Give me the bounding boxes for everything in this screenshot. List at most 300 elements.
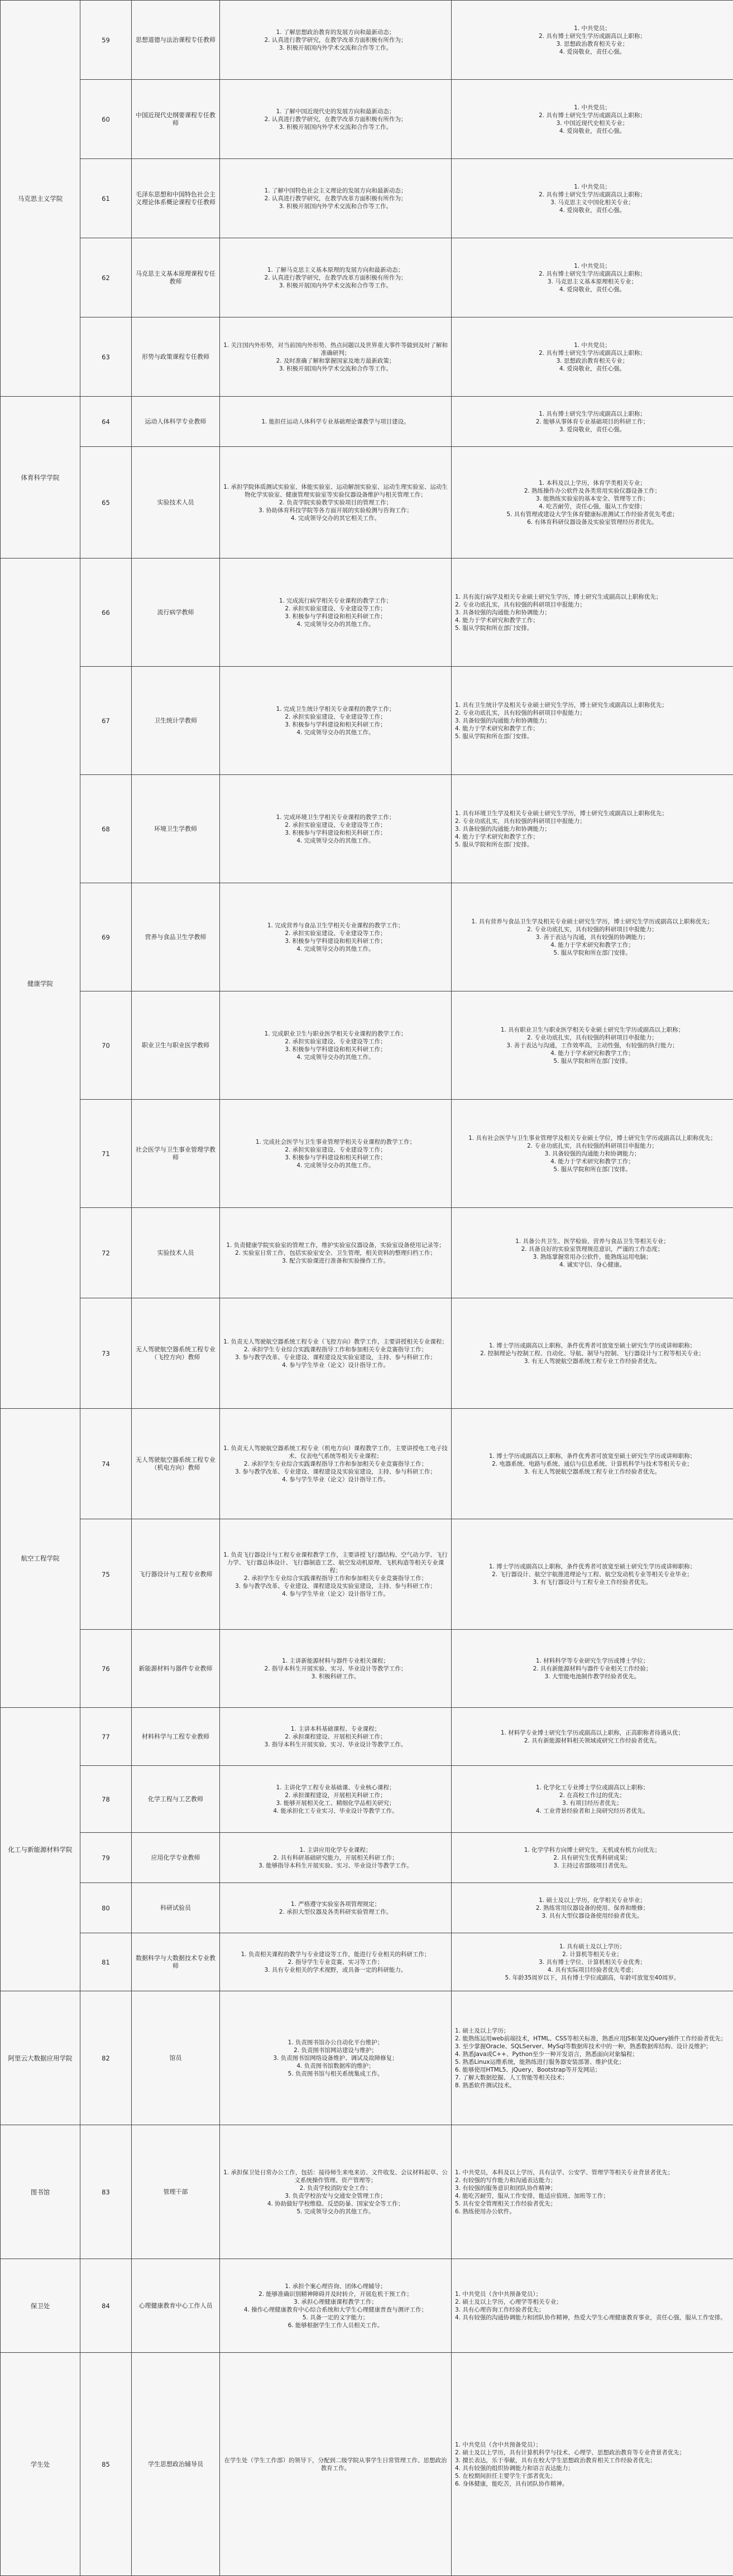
duties-cell <box>220 447 452 558</box>
position-title: 营养与食品卫生学教师 <box>132 883 220 991</box>
position-title: 思想道德与法治课程专任教师 <box>132 1 220 80</box>
duty-line: 1. 能担任运动人体科学专业基础理论课教学与项目建设。 <box>223 418 448 426</box>
requirement-line: 1. 中共党员，本科及以上学历，具有法学、公安学、管理学等相关专业背景者优先； <box>455 2169 730 2177</box>
duty-line: 1. 完成营养与食品卫生学相关专业课程的教学工作； <box>223 922 448 930</box>
requirement-line: 7. 了解大数据挖掘、人工智能等相关技术； <box>455 2074 730 2082</box>
duty-line: 2. 认真进行教学研究，在教学改革方面积极有所作为； <box>223 274 448 282</box>
position-title: 职业卫生与职业医学教师 <box>132 991 220 1100</box>
requirement-line: 2. 具有研究生优秀科研成果； <box>455 1854 730 1862</box>
requirement-line: 3. 思想政治教育相关专业； <box>455 40 730 48</box>
duty-line: 4. 协助做好学校维稳、反恐防暴、国家安全等工作； <box>223 2200 448 2208</box>
requirement-line: 1. 博士学历或副高以上职称，条件优秀者可放宽至硕士研究生学历或讲师职称； <box>455 1342 730 1350</box>
requirement-line: 2. 计算机等相关专业； <box>455 1951 730 1958</box>
requirement-line: 2. 硕士及以上学历，具有计算机科学与技术、心理学、思想政治教育等专业背景者优先； <box>455 2449 730 2457</box>
position-number: 81 <box>80 1933 132 1991</box>
position-title: 新能源材料与器件专业教师 <box>132 1630 220 1708</box>
requirement-line: 5. 服从学院和所在部门安排。 <box>455 841 730 849</box>
requirement-line: 1. 中共党员； <box>455 262 730 270</box>
duty-line: 4. 完成领导交办的其他工作。 <box>223 729 448 736</box>
requirement-line: 3. 有飞行器设计与工程专业工作经验者优先。 <box>455 1578 730 1586</box>
requirement-line: 6. 身体健康，能吃苦，具有团队协作精神。 <box>455 2480 730 2488</box>
duty-line: 3. 积极参与学科建设和相关科研工作； <box>223 829 448 837</box>
duty-line: 3. 参与教学改革、专业建设、课程建设及实验室建设，主持、参与科研工作； <box>223 1582 448 1590</box>
requirement-line: 3. 爱岗敬业，责任心强。 <box>455 426 730 434</box>
table-row <box>1 1298 733 1409</box>
requirement-line: 5. 服从学院和所在部门安排。 <box>455 624 730 632</box>
requirement-line: 3. 有无人驾驶航空器系统工程专业工作经验者优先。 <box>455 1468 730 1476</box>
duty-line: 1. 负责无人驾驶航空器系统工程专业（飞控方向）教学工作，主要讲授相关专业课程； <box>223 1338 448 1346</box>
requirement-line: 1. 材料科学等专业研究生学历或博士学位； <box>455 1657 730 1665</box>
requirement-line: 2. 具有新能源材料与器件专业相关工作经验； <box>455 1665 730 1673</box>
duty-line: 3. 配合实验课进行准备和实验操作工作。 <box>223 1257 448 1265</box>
duty-line: 1. 承担个案心理咨询、团体心理辅导； <box>223 2283 448 2290</box>
position-number: 71 <box>80 1100 132 1208</box>
duty-line: 2. 能够准确识别精神障碍并及时转介，开展危机干预工作； <box>223 2290 448 2298</box>
position-title: 运动人体科学专业教师 <box>132 397 220 447</box>
table-row <box>1 1991 733 2125</box>
position-number: 69 <box>80 883 132 991</box>
duties-cell <box>220 397 452 447</box>
requirement-line: 4. 能力于学术研究和教学工作； <box>455 941 730 949</box>
requirements-cell <box>452 317 733 397</box>
requirements-cell <box>452 1409 733 1519</box>
duty-line: 3. 积极参与学科建设和相关科研工作； <box>223 1046 448 1053</box>
duty-line: 1. 负责无人驾驶航空器系统工程专业（机电方向）课程教学工作，主要讲授电工电子技术、仪表电气系统等相关专业课程； <box>223 1445 448 1460</box>
department-cell: 保卫处 <box>1 2259 80 2353</box>
position-title: 社会医学与卫生事业管理学教师 <box>132 1100 220 1208</box>
duty-line: 1. 负责健康学院实验室的管理工作，维护实验室仪器设备，实验室设备使用记录等； <box>223 1241 448 1249</box>
department-cell: 学生处 <box>1 2353 80 2576</box>
duty-line: 在学生处（学生工作部）的领导下，分配到二级学院从事学生日常管理工作、思想政治教育工作。 <box>223 2457 448 2472</box>
duty-line: 3. 积极开展国内外学术交流和合作等工作。 <box>223 44 448 52</box>
requirement-line: 4. 能吃苦耐劳，服从工作安排，能适应值班、加班等工作； <box>455 2192 730 2200</box>
requirement-line: 4. 能力于学术研究和教学工作； <box>455 617 730 624</box>
table-row <box>1 883 733 991</box>
requirement-line: 1. 具有流行病学及相关专业硕士研究生学历，博士研究生或副高以上职称优先； <box>455 593 730 601</box>
duty-line: 2. 承担课程建设，开展相关科研工作； <box>223 1792 448 1799</box>
requirement-line: 3. 具备较强的沟通能力和协调能力； <box>455 609 730 617</box>
requirement-line: 4. 爱岗敬业，责任心强。 <box>455 127 730 135</box>
requirement-line: 2. 专业功底扎实，具有较强的科研项目申报能力； <box>455 817 730 825</box>
requirement-line: 5. 具有管理或建设大学生体育健康标准测试工作经验者优先考虑； <box>455 511 730 518</box>
requirement-line: 6. 熟练使用办公软件。 <box>455 2208 730 2216</box>
requirement-line: 3. 有项目经历者优先； <box>455 1799 730 1807</box>
table-row <box>1 1208 733 1298</box>
table-row <box>1 1833 733 1883</box>
department-cell: 健康学院 <box>1 558 80 1409</box>
position-number: 62 <box>80 238 132 317</box>
requirements-cell <box>452 1630 733 1708</box>
requirements-cell <box>452 991 733 1100</box>
requirement-line: 3. 有无人驾驶航空器系统工程专业工作经验者优先。 <box>455 1357 730 1365</box>
duty-line: 3. 参与教学改革、专业建设、课程建设及实验室建设，主持、参与科研工作； <box>223 1468 448 1476</box>
duty-line: 3. 积极开展国内外学术交流和合作等工作。 <box>223 123 448 131</box>
duty-line: 6. 能够根据学生工作人员相关工作。 <box>223 2322 448 2329</box>
requirement-line: 2. 具有博士研究生学历或副高以上职称； <box>455 191 730 199</box>
requirement-line: 2. 熟练操作办公软件及各类常用实验仪器设备工作； <box>455 487 730 495</box>
requirements-cell <box>452 1519 733 1630</box>
duties-cell <box>220 1409 452 1519</box>
position-title: 卫生统计学教师 <box>132 667 220 775</box>
duty-line: 2. 承担学生专业综合实践课程指导工作和参加相关专业竞赛指导工作； <box>223 1346 448 1354</box>
requirement-line: 2. 具有博士研究生学历或副高以上职称； <box>455 349 730 357</box>
position-number: 64 <box>80 397 132 447</box>
duties-cell <box>220 1298 452 1409</box>
requirements-cell <box>452 667 733 775</box>
duty-line: 1. 了解思想政治教育的发展方向和最新动态； <box>223 28 448 36</box>
requirement-line: 4. 爱岗敬业，责任心强。 <box>455 286 730 293</box>
duty-line: 5. 负责图书馆与相关系统集成工作。 <box>223 2070 448 2078</box>
requirement-line: 5. 具有安全管理相关工作经验者优先； <box>455 2200 730 2208</box>
requirements-cell <box>452 1766 733 1833</box>
duties-cell <box>220 80 452 159</box>
requirement-line: 1. 中共党员（含中共预备党员）； <box>455 2441 730 2449</box>
duty-line: 1. 主讲化学工程专业基础课、专业核心课程； <box>223 1784 448 1792</box>
duty-line: 2. 承担课程建设、开展相关科研工作； <box>223 1733 448 1741</box>
duty-line: 2. 承担实验室建设、专业建设等工作； <box>223 930 448 937</box>
duty-line: 3. 积极参与学科建设和相关科研工作； <box>223 613 448 620</box>
position-number: 61 <box>80 159 132 238</box>
duties-cell <box>220 1833 452 1883</box>
requirement-line: 1. 具备公共卫生、医学检验、营养与食品卫生等相关专业； <box>455 1238 730 1245</box>
requirement-line: 3. 马克思主义基本原理相关专业； <box>455 278 730 286</box>
duty-line: 1. 完成职业卫生与职业医学相关专业课程的教学工作； <box>223 1030 448 1038</box>
requirement-line: 2. 专业功底扎实，具有较强的科研项目申报能力； <box>455 601 730 609</box>
table-row <box>1 317 733 397</box>
requirements-cell <box>452 238 733 317</box>
duty-line: 2. 承担实验室建设、专业建设等工作； <box>223 1038 448 1046</box>
duty-line: 3. 积极科研工作。 <box>223 1673 448 1681</box>
duty-line: 2. 负责图书馆网站建设与维护； <box>223 2047 448 2054</box>
requirement-line: 4. 工业背景经验者和上岗研究经历者优先。 <box>455 1807 730 1815</box>
requirement-line: 1. 博士学历或副高以上职称，条件优秀者可放宽至硕士研究生学历或讲师职称； <box>455 1452 730 1460</box>
requirement-line: 3. 思想政治教育相关专业； <box>455 357 730 365</box>
table-row <box>1 1409 733 1519</box>
position-number: 82 <box>80 1991 132 2125</box>
requirement-line: 4. 爱岗敬业，责任心强。 <box>455 206 730 214</box>
duty-line: 1. 承担保卫处日常办公工作，包括：接待师生来电来访、文件收发、会议材料起草、公文系统操作管理、资产管理等； <box>223 2169 448 2184</box>
requirement-line: 1. 中共党员； <box>455 104 730 112</box>
duty-line: 1. 了解马克思主义基本原理的发展方向和最新动态； <box>223 266 448 274</box>
duty-line: 2. 承担学生专业综合实践课程指导工作和参加相关专业竞赛指导工作； <box>223 1460 448 1468</box>
table-row <box>1 1100 733 1208</box>
duty-line: 1. 负责飞行器设计与工程专业课程教学工作，主要讲授飞行器结构、空气动力学、飞行力学、飞行器总体设计、飞行器制造工艺、航空发动机原理、飞机构造等相关专业课程； <box>223 1551 448 1575</box>
position-number: 66 <box>80 558 132 667</box>
duty-line: 4. 能承担化工专业实习、毕业设计等教学工作。 <box>223 1807 448 1815</box>
position-number: 72 <box>80 1208 132 1298</box>
requirement-line: 1. 化学学科方向博士研究生，无机或有机方向优先； <box>455 1846 730 1854</box>
table-row <box>1 1766 733 1833</box>
duties-cell <box>220 1519 452 1630</box>
duty-line: 2. 具有科研基础研究能力，开展相关科研工作； <box>223 1854 448 1862</box>
duty-line: 4. 参与学生毕业（论文）设计指导工作。 <box>223 1590 448 1598</box>
position-title: 形势与政策课程专任教师 <box>132 317 220 397</box>
requirements-cell <box>452 883 733 991</box>
requirement-line: 1. 具有营养与食品卫生学及相关专业硕士研究生学历，博士研究生学历或副高以上职称优先； <box>455 918 730 926</box>
requirement-line: 4. 具有实际项目经验者优先考虑； <box>455 1966 730 1974</box>
duty-line: 3. 积极开展国内外学术交流和合作等工作。 <box>223 365 448 373</box>
table-row <box>1 558 733 667</box>
duties-cell <box>220 2353 452 2576</box>
duty-line: 2. 承担学生专业综合实践课程指导工作和参加相关专业竞赛指导工作； <box>223 1575 448 1582</box>
requirement-line: 3. 大型能电池制作教学经验者优先。 <box>455 1673 730 1681</box>
position-title: 飞行器设计与工程专业教师 <box>132 1519 220 1630</box>
position-title: 中国近现代史纲要课程专任教师 <box>132 80 220 159</box>
duty-line: 4. 完成领导交办的其他工作。 <box>223 1162 448 1169</box>
requirement-line: 2. 能够从事体育专业基础项目的科研工作； <box>455 418 730 426</box>
duty-line: 2. 负责学院实验教学实验项目的管理工作； <box>223 499 448 507</box>
department-cell: 体育科学学院 <box>1 397 80 558</box>
duties-cell <box>220 1630 452 1708</box>
requirement-line: 3. 善于表达与沟通，工作效率高，主动性强，有较强的执行能力； <box>455 1042 730 1049</box>
requirements-cell <box>452 1 733 80</box>
duty-line: 1. 负责相关课程的教学与专业建设等工作，能进行专业相关的科研工作； <box>223 1951 448 1958</box>
duty-line: 4. 完成领导交办的其他工作。 <box>223 945 448 953</box>
position-title: 无人驾驶航空器系统工程专业（机电方向）教师 <box>132 1409 220 1519</box>
duties-cell <box>220 1 452 80</box>
requirement-line: 8. 熟悉软件测试技术。 <box>455 2082 730 2089</box>
duties-cell <box>220 1100 452 1208</box>
requirement-line: 3. 中国近现代史相关专业； <box>455 119 730 127</box>
duty-line: 2. 承担实验室建设、专业建设等工作； <box>223 605 448 613</box>
requirement-line: 2. 飞行器设计、航空宇航推进理论与工程、航空发动机专业等相关专业毕业； <box>455 1571 730 1578</box>
requirement-line: 5. 在校期间担任主要学生干部者优先； <box>455 2472 730 2480</box>
requirement-line: 3. 具备较强的沟通能力和协调能力； <box>455 1150 730 1158</box>
duty-line: 2. 及时准确了解和掌握国家及地方最新政策； <box>223 357 448 365</box>
requirement-line: 4. 诚实守信、身心健康。 <box>455 1261 730 1269</box>
department-cell: 阿里云大数据应用学院 <box>1 1991 80 2125</box>
duties-cell <box>220 1766 452 1833</box>
duty-line: 3. 承担心理健康课程教学工作； <box>223 2298 448 2306</box>
requirement-line: 3. 至少掌握Oracle、SQLServer、MySql等数据库技术中的一种，熟悉数据库结构、设计及维护； <box>455 2043 730 2050</box>
requirement-line: 2. 电器系统、电路与系统、通信与信息系统、计算机科学与技术等相关专业； <box>455 1460 730 1468</box>
table-row <box>1 397 733 447</box>
duties-cell <box>220 991 452 1100</box>
requirement-line: 4. 能力于学术研究和教学工作； <box>455 833 730 841</box>
requirement-line: 5. 服从学院和所在部门安排。 <box>455 949 730 957</box>
position-number: 75 <box>80 1519 132 1630</box>
requirement-line: 2. 有较强的写作能力和沟通表达能力； <box>455 2177 730 2184</box>
requirement-line: 3. 具有博士学位、计算机相关专业优秀； <box>455 1958 730 1966</box>
duty-line: 3. 积极开展国内外学术交流和合作等工作。 <box>223 282 448 290</box>
duty-line: 4. 负责图书馆数据库的维护； <box>223 2062 448 2070</box>
requirement-line: 2. 专业功底扎实，具有较强的科研项目申报能力； <box>455 926 730 933</box>
requirement-line: 2. 具备良好的实验室管理规范意识，严谨的工作态度； <box>455 1245 730 1253</box>
duty-line: 5. 完成领导交办的其他工作。 <box>223 2208 448 2216</box>
duties-cell <box>220 238 452 317</box>
requirement-line: 4. 能力于学术研究和教学工作； <box>455 1158 730 1166</box>
requirement-line: 3. 擅长表达，乐于奉献，具有在校大学生思想政治教育相关工作经验者优先； <box>455 2457 730 2464</box>
duty-line: 1. 关注国内外形势，对当前国内外形势、热点问题以及世界重大事件等做到及时了解和准确研判； <box>223 341 448 357</box>
duty-line: 1. 了解中国近现代史的发展方向和最新动态； <box>223 108 448 115</box>
duties-cell <box>220 775 452 883</box>
duty-line: 5. 具备一定的文字能力； <box>223 2314 448 2322</box>
duties-cell <box>220 2125 452 2259</box>
table-row <box>1 238 733 317</box>
position-title: 无人驾驶航空器系统工程专业（飞控方向）教师 <box>132 1298 220 1409</box>
requirement-line: 1. 中共党员； <box>455 25 730 32</box>
requirement-line: 1. 具有卫生统计学及相关专业硕士研究生学历，博士研究生或副高以上职称优先； <box>455 701 730 709</box>
duty-line: 2. 认真进行教学研究，在教学改革方面积极有所作为； <box>223 115 448 123</box>
duty-line: 1. 承担学院体质测试实验室、体能实验室、运动解剖实验室、运动生理实验室、运动生物化学实验室、健康管理实验室等实验仪器设备维护与相关管理工作； <box>223 483 448 499</box>
position-title: 科研试验员 <box>132 1883 220 1933</box>
duty-line: 3. 积极参与学科建设和相关科研工作； <box>223 721 448 729</box>
requirement-line: 1. 具有职业卫生与职业医学相关专业硕士研究生学历或副高以上职称； <box>455 1026 730 1034</box>
requirement-line: 4. 熟悉Java或C++、Python至少一种开发语言，熟悉面向对象编程； <box>455 2050 730 2058</box>
requirement-line: 1. 博士学历或副高以上职称，条件优秀者可放宽至硕士研究生学历或讲师职称； <box>455 1563 730 1571</box>
duty-line: 2. 认真进行教学研究，在教学改革方面积极有所作为； <box>223 195 448 203</box>
requirement-line: 4. 能力于学术研究和教学工作； <box>455 725 730 733</box>
table-row <box>1 1883 733 1933</box>
requirement-line: 5. 熟悉Linux运维系统，能熟练进行服务器安装部署、维护优化； <box>455 2058 730 2066</box>
position-title: 环境卫生学教师 <box>132 775 220 883</box>
requirement-line: 1. 具有环境卫生学及相关专业硕士研究生学历，博士研究生或副高以上职称优先； <box>455 810 730 817</box>
requirement-line: 4. 具有较强的组织协调能力和语言表达能力； <box>455 2464 730 2472</box>
requirement-line: 1. 本科及以上学历，体育学类相关专业； <box>455 479 730 487</box>
table-row <box>1 2259 733 2353</box>
duty-line: 2. 实验室日常工作，包括实验室安全、卫生管理，相关资料的整理归档工作； <box>223 1249 448 1257</box>
requirement-line: 3. 善于表达与沟通，具有较强的协调能力； <box>455 933 730 941</box>
duty-line: 4. 参与学生毕业（论文）设计指导工作。 <box>223 1476 448 1484</box>
duty-line: 3. 负责图书馆网络设备维护、调试及故障修复； <box>223 2054 448 2062</box>
requirement-line: 3. 主持过省部级项目者优先。 <box>455 1862 730 1870</box>
requirements-cell <box>452 1708 733 1766</box>
position-number: 85 <box>80 2353 132 2576</box>
duties-cell <box>220 2259 452 2353</box>
requirement-line: 1. 材料学专业博士研究生学历或副高以上职称，正高职称者待遇从优； <box>455 1729 730 1737</box>
department-cell: 图书馆 <box>1 2125 80 2259</box>
requirement-line: 3. 熟练掌握常用办公软件，能熟练运用电脑； <box>455 1253 730 1261</box>
requirements-cell <box>452 1208 733 1298</box>
department-cell: 马克思主义学院 <box>1 1 80 397</box>
requirements-cell <box>452 80 733 159</box>
duty-line: 2. 负责学校消防安全工作； <box>223 2184 448 2192</box>
requirement-line: 1. 中共党员； <box>455 341 730 349</box>
duty-line: 1. 负责图书馆办公自动化平台维护； <box>223 2039 448 2047</box>
table-row <box>1 775 733 883</box>
duty-line: 1. 完成卫生统计学相关专业课程的教学工作； <box>223 705 448 713</box>
duty-line: 3. 负责学校治安与交通安全管理工作； <box>223 2192 448 2200</box>
position-title: 化学工程与工艺教师 <box>132 1766 220 1833</box>
table-row <box>1 2353 733 2576</box>
duties-cell <box>220 667 452 775</box>
position-title: 实验技术人员 <box>132 1208 220 1298</box>
position-number: 79 <box>80 1833 132 1883</box>
duty-line: 1. 主讲新能源材料与器件专业相关课程； <box>223 1657 448 1665</box>
table-row <box>1 1933 733 1991</box>
duty-line: 4. 操作心理健康教育中心综合系统和大学生心理健康普查与测评工作； <box>223 2306 448 2314</box>
position-number: 76 <box>80 1630 132 1708</box>
requirements-cell <box>452 775 733 883</box>
duties-cell <box>220 1883 452 1933</box>
requirement-line: 2. 具有博士研究生学历或副高以上职称； <box>455 112 730 119</box>
duty-line: 1. 主讲应用化学专业课程； <box>223 1846 448 1854</box>
requirement-line: 3. 具有心理咨询工作经验者优先； <box>455 2306 730 2314</box>
requirement-line: 2. 熟练常用仪器设备的使用、保养和维修； <box>455 1904 730 1912</box>
table-row <box>1 1 733 80</box>
requirement-line: 3. 具有大型仪器设备使用经验者优先。 <box>455 1912 730 1920</box>
position-number: 83 <box>80 2125 132 2259</box>
requirement-line: 2. 能熟练运用web前端技术，HTML、CSS等相关标准，熟悉应用JS框架及jQuery插件工作经验者优先； <box>455 2035 730 2043</box>
requirements-cell <box>452 2353 733 2576</box>
requirement-line: 1. 硕士及以上学历； <box>455 2027 730 2035</box>
table-row <box>1 80 733 159</box>
duty-line: 1. 严格遵守实验室各项管理规定； <box>223 1900 448 1908</box>
requirement-line: 2. 控制理论与控制工程、自动化、导航、制导与控制、飞行器设计与工程等相关专业； <box>455 1350 730 1357</box>
position-number: 77 <box>80 1708 132 1766</box>
position-number: 78 <box>80 1766 132 1833</box>
duty-line: 4. 完成领导交办的其他工作。 <box>223 1053 448 1061</box>
position-number: 74 <box>80 1409 132 1519</box>
table-row <box>1 159 733 238</box>
requirements-cell <box>452 397 733 447</box>
position-number: 80 <box>80 1883 132 1933</box>
position-title: 馆员 <box>132 1991 220 2125</box>
table-row <box>1 991 733 1100</box>
position-number: 60 <box>80 80 132 159</box>
requirement-line: 2. 专业功底扎实，具有较强的科研项目申报能力； <box>455 1142 730 1150</box>
duties-cell <box>220 1208 452 1298</box>
duty-line: 2. 承担大型仪器及各类科研实验管理工作。 <box>223 1908 448 1916</box>
duties-cell <box>220 1708 452 1766</box>
position-title: 材料科学与工程专业教师 <box>132 1708 220 1766</box>
position-title: 实验技术人员 <box>132 447 220 558</box>
position-title: 流行病学教师 <box>132 558 220 667</box>
position-number: 59 <box>80 1 132 80</box>
requirement-line: 2. 专业功底扎实，具有较强的科研项目申报能力； <box>455 709 730 717</box>
duties-cell <box>220 1933 452 1991</box>
requirements-cell <box>452 159 733 238</box>
duty-line: 4. 完成领导交办的其它相关工作。 <box>223 514 448 522</box>
position-number: 73 <box>80 1298 132 1409</box>
requirement-line: 1. 中共党员； <box>455 183 730 191</box>
table-row <box>1 1708 733 1766</box>
requirement-line: 1. 中共党员（含中共预备党员）； <box>455 2290 730 2298</box>
requirement-line: 3. 具备较强的沟通能力和协调能力； <box>455 717 730 725</box>
duty-line: 2. 承担实验室建设、专业建设等工作； <box>223 821 448 829</box>
duty-line: 2. 承担实验室建设、专业建设等工作； <box>223 713 448 721</box>
requirement-line: 1. 化学化工专业博士学位或副高以上职称； <box>455 1784 730 1792</box>
position-title: 数据科学与大数据技术专业教师 <box>132 1933 220 1991</box>
department-cell: 航空工程学院 <box>1 1409 80 1708</box>
table-row <box>1 1519 733 1630</box>
duty-line: 3. 协助体育科技学院等各方面开展的实验检测与咨询工作； <box>223 507 448 514</box>
position-title: 马克思主义基本原理课程专任教师 <box>132 238 220 317</box>
requirements-cell <box>452 1883 733 1933</box>
requirement-line: 4. 吃苦耐劳，责任心强，服从工作安排； <box>455 503 730 511</box>
position-title: 心理健康教育中心工作人员 <box>132 2259 220 2353</box>
table-row <box>1 667 733 775</box>
duty-line: 3. 积极参与学科建设和相关科研工作； <box>223 1154 448 1162</box>
requirements-cell <box>452 1933 733 1991</box>
requirement-line: 3. 马克思主义中国化相关专业； <box>455 199 730 206</box>
duty-line: 1. 了解中国特色社会主义理论的发展方向和最新动态； <box>223 187 448 195</box>
requirements-cell <box>452 558 733 667</box>
duty-line: 3. 具有专业相关的学术视野，或具备一定的科研能力。 <box>223 1966 448 1974</box>
requirement-line: 5. 服从学院和所在部门安排。 <box>455 1166 730 1173</box>
duty-line: 4. 完成领导交办的其他工作。 <box>223 837 448 845</box>
duty-line: 3. 能够开展相关化工、精细化学品相关研究； <box>223 1799 448 1807</box>
requirements-cell <box>452 2125 733 2259</box>
requirement-line: 1. 具有社会医学与卫生事业管理学及相关专业硕士学位，博士研究生学历或副高以上职称优先； <box>455 1134 730 1142</box>
position-title: 学生思想政治辅导员 <box>132 2353 220 2576</box>
position-number: 84 <box>80 2259 132 2353</box>
requirements-cell <box>452 2259 733 2353</box>
duties-cell <box>220 883 452 991</box>
duties-cell <box>220 317 452 397</box>
requirement-line: 4. 能力于学术研究和教学工作； <box>455 1049 730 1057</box>
requirement-line: 3. 具备较强的沟通能力和协调能力； <box>455 825 730 833</box>
